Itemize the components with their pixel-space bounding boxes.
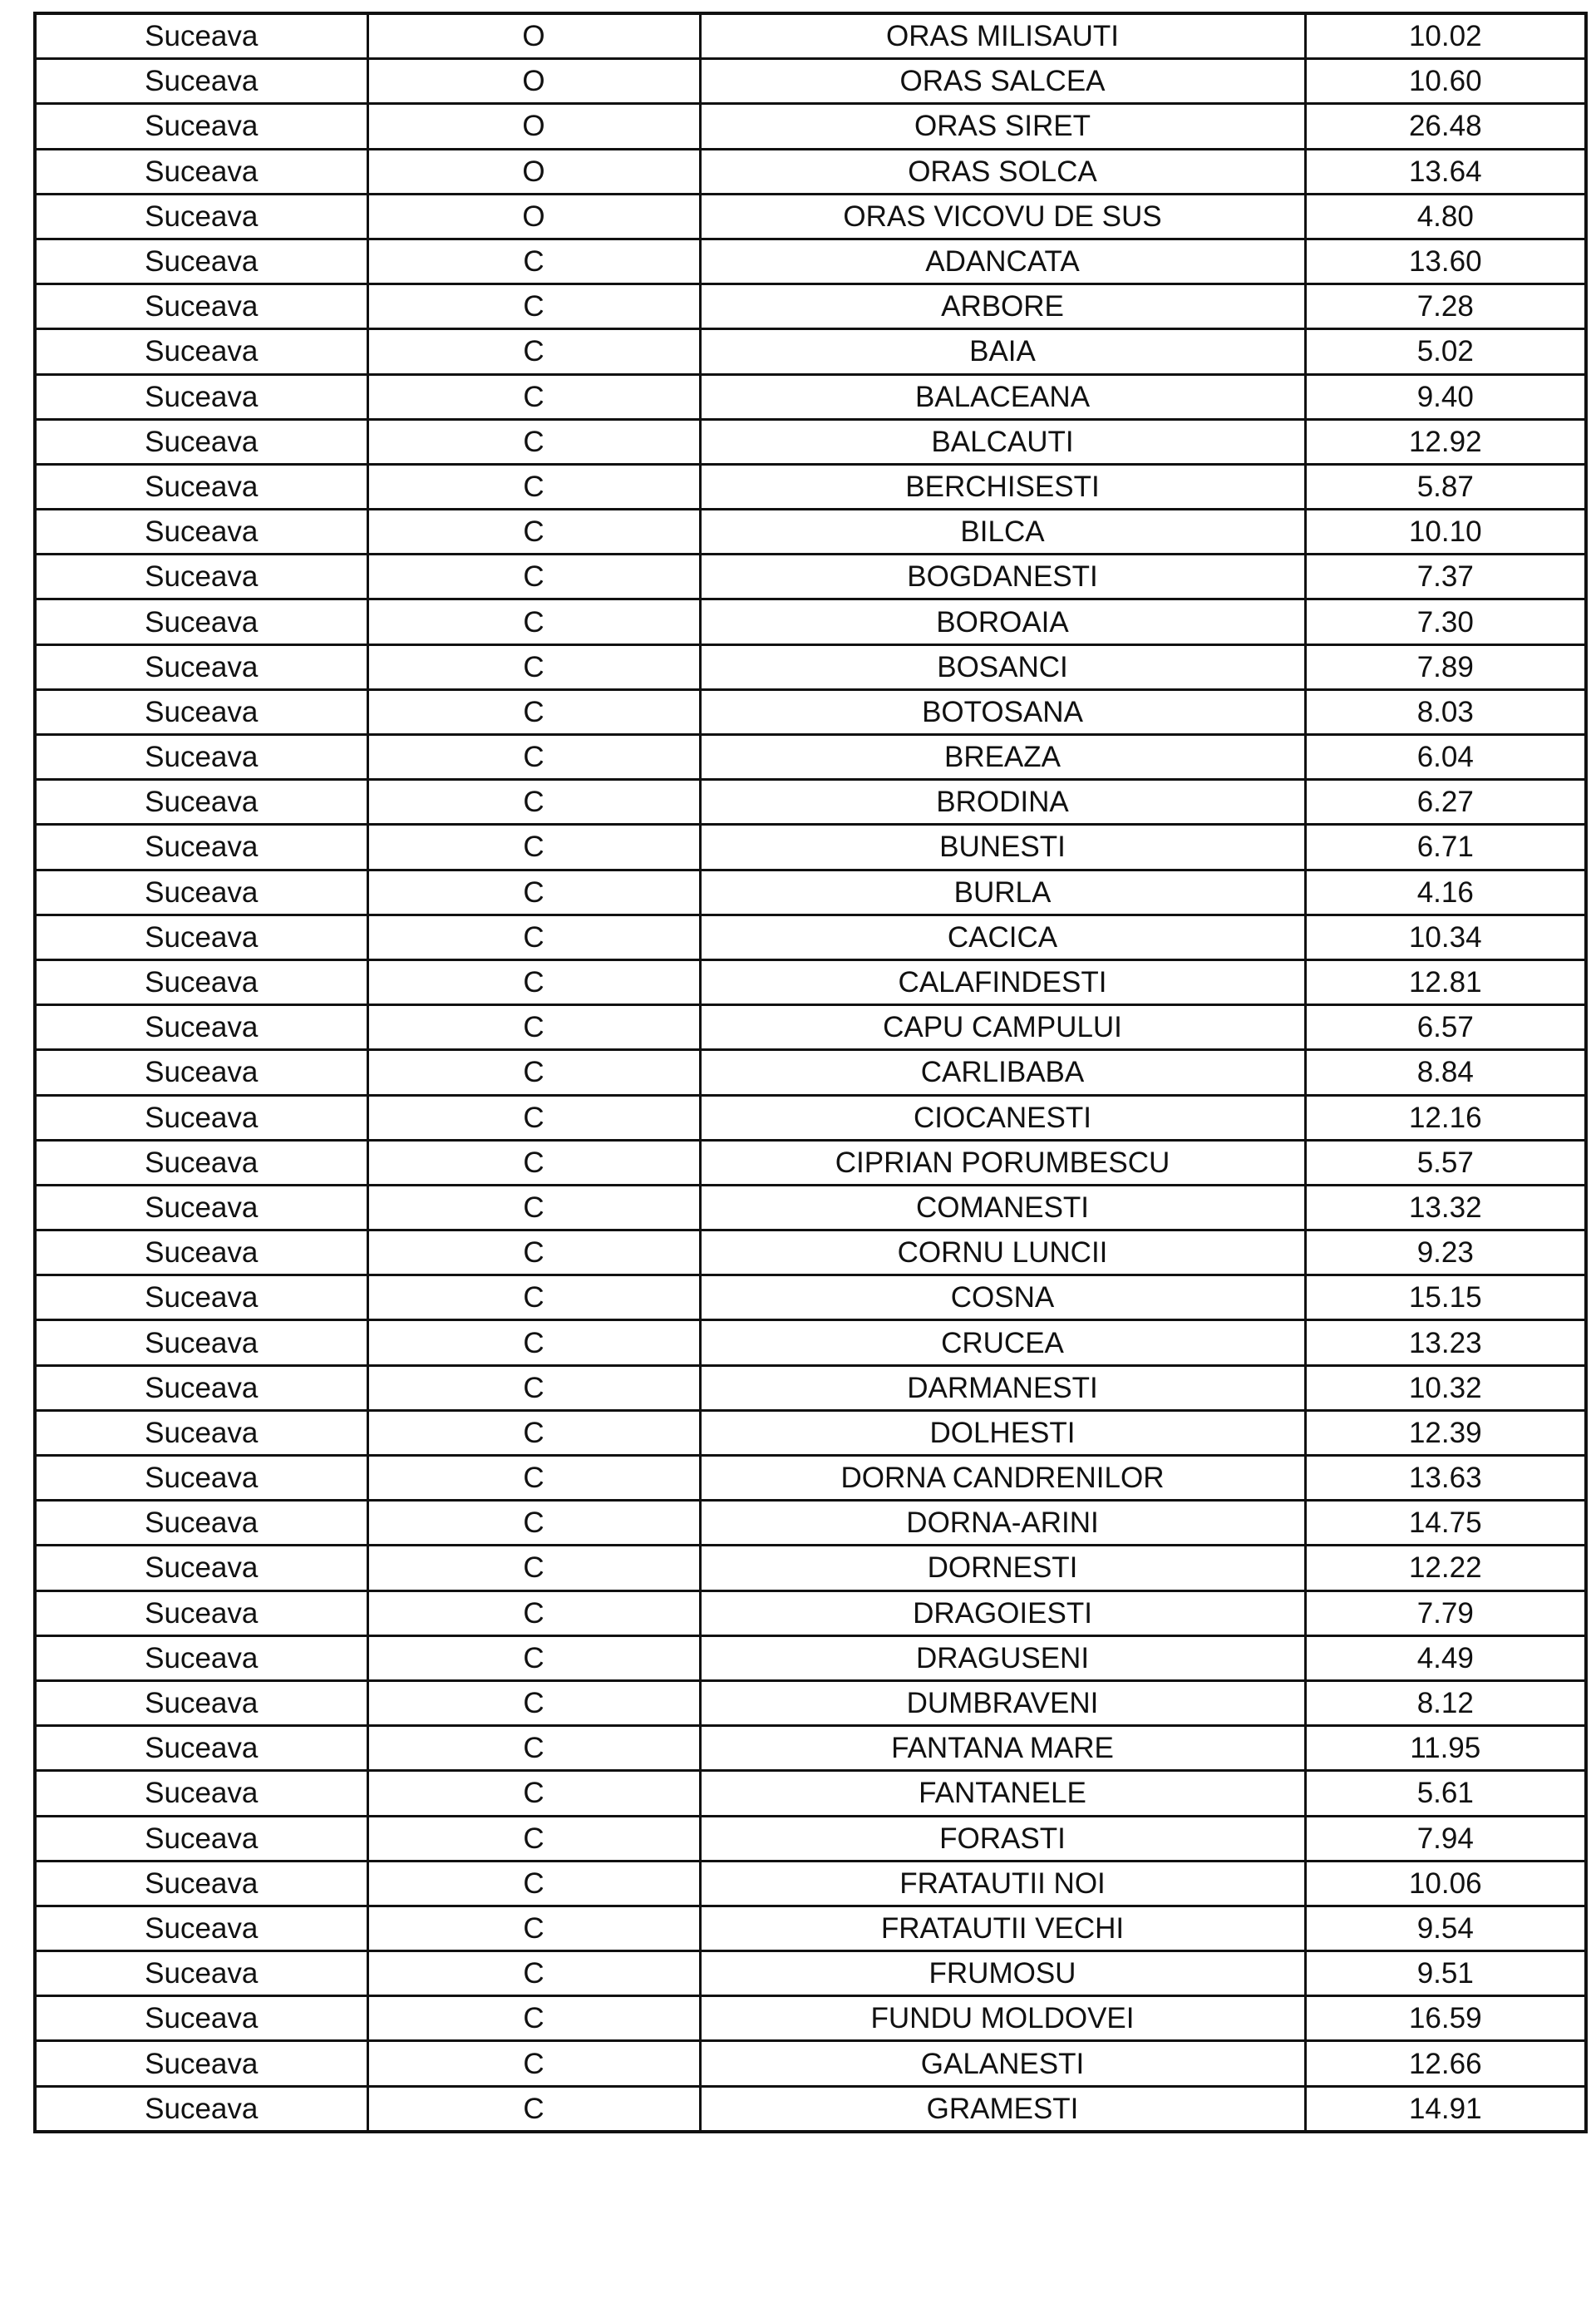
type-cell: C bbox=[367, 1050, 700, 1095]
county-cell: Suceava bbox=[35, 59, 367, 104]
locality-cell: ORAS VICOVU DE SUS bbox=[700, 194, 1305, 239]
locality-cell: DORNA CANDRENILOR bbox=[700, 1456, 1305, 1501]
county-cell: Suceava bbox=[35, 959, 367, 1004]
table-row bbox=[35, 959, 1586, 1004]
county-cell: Suceava bbox=[35, 1546, 367, 1590]
county-cell: Suceava bbox=[35, 2086, 367, 2132]
type-cell: C bbox=[367, 1095, 700, 1140]
value-cell: 7.94 bbox=[1305, 1816, 1586, 1861]
locality-cell: BUNESTI bbox=[700, 825, 1305, 870]
type-cell: C bbox=[367, 1590, 700, 1635]
table-row bbox=[35, 1275, 1586, 1320]
table-row bbox=[35, 1230, 1586, 1275]
county-cell: Suceava bbox=[35, 1906, 367, 1950]
type-cell: C bbox=[367, 1005, 700, 1050]
table-row bbox=[35, 1996, 1586, 2041]
county-cell: Suceava bbox=[35, 689, 367, 734]
table-row bbox=[35, 194, 1586, 239]
type-cell: C bbox=[367, 1185, 700, 1230]
locality-cell: GALANESTI bbox=[700, 2041, 1305, 2086]
table-row bbox=[35, 2041, 1586, 2086]
type-cell: C bbox=[367, 1410, 700, 1455]
county-cell: Suceava bbox=[35, 13, 367, 59]
table-row bbox=[35, 329, 1586, 374]
locality-cell: CACICA bbox=[700, 915, 1305, 959]
locality-cell: CORNU LUNCII bbox=[700, 1230, 1305, 1275]
locality-cell: FORASTI bbox=[700, 1816, 1305, 1861]
table-row bbox=[35, 599, 1586, 644]
type-cell: C bbox=[367, 1726, 700, 1771]
value-cell: 7.37 bbox=[1305, 555, 1586, 599]
value-cell: 11.95 bbox=[1305, 1726, 1586, 1771]
table-row bbox=[35, 1095, 1586, 1140]
table-row bbox=[35, 1816, 1586, 1861]
value-cell: 13.23 bbox=[1305, 1320, 1586, 1365]
value-cell: 12.92 bbox=[1305, 419, 1586, 464]
table-row bbox=[35, 1005, 1586, 1050]
type-cell: C bbox=[367, 555, 700, 599]
type-cell: C bbox=[367, 1365, 700, 1410]
county-cell: Suceava bbox=[35, 780, 367, 825]
type-cell: O bbox=[367, 13, 700, 59]
county-cell: Suceava bbox=[35, 1050, 367, 1095]
table-row bbox=[35, 510, 1586, 555]
county-cell: Suceava bbox=[35, 1590, 367, 1635]
table-row bbox=[35, 1546, 1586, 1590]
county-cell: Suceava bbox=[35, 1365, 367, 1410]
locality-cell: ADANCATA bbox=[700, 239, 1305, 284]
type-cell: C bbox=[367, 599, 700, 644]
county-cell: Suceava bbox=[35, 1771, 367, 1816]
value-cell: 14.75 bbox=[1305, 1501, 1586, 1546]
county-cell: Suceava bbox=[35, 644, 367, 689]
locality-cell: ARBORE bbox=[700, 284, 1305, 329]
value-cell: 5.87 bbox=[1305, 464, 1586, 509]
type-cell: C bbox=[367, 2086, 700, 2132]
county-cell: Suceava bbox=[35, 284, 367, 329]
value-cell: 13.64 bbox=[1305, 149, 1586, 194]
county-cell: Suceava bbox=[35, 870, 367, 915]
locality-cell: DORNESTI bbox=[700, 1546, 1305, 1590]
locality-cell: FANTANELE bbox=[700, 1771, 1305, 1816]
table-row bbox=[35, 1050, 1586, 1095]
county-cell: Suceava bbox=[35, 1726, 367, 1771]
type-cell: C bbox=[367, 1906, 700, 1950]
table-row bbox=[35, 825, 1586, 870]
value-cell: 12.22 bbox=[1305, 1546, 1586, 1590]
value-cell: 15.15 bbox=[1305, 1275, 1586, 1320]
county-cell: Suceava bbox=[35, 464, 367, 509]
locality-cell: FRUMOSU bbox=[700, 1951, 1305, 1996]
value-cell: 26.48 bbox=[1305, 104, 1586, 149]
value-cell: 12.81 bbox=[1305, 959, 1586, 1004]
table-row bbox=[35, 374, 1586, 419]
value-cell: 13.60 bbox=[1305, 239, 1586, 284]
county-cell: Suceava bbox=[35, 1230, 367, 1275]
table-row bbox=[35, 2086, 1586, 2132]
county-cell: Suceava bbox=[35, 1456, 367, 1501]
table-row bbox=[35, 1185, 1586, 1230]
locality-cell: BOTOSANA bbox=[700, 689, 1305, 734]
value-cell: 9.23 bbox=[1305, 1230, 1586, 1275]
value-cell: 9.54 bbox=[1305, 1906, 1586, 1950]
value-cell: 6.57 bbox=[1305, 1005, 1586, 1050]
locality-cell: CRUCEA bbox=[700, 1320, 1305, 1365]
table-row bbox=[35, 1410, 1586, 1455]
value-cell: 12.16 bbox=[1305, 1095, 1586, 1140]
locality-cell: BAIA bbox=[700, 329, 1305, 374]
county-cell: Suceava bbox=[35, 1501, 367, 1546]
type-cell: C bbox=[367, 1861, 700, 1906]
table-row bbox=[35, 13, 1586, 59]
locality-cell: BREAZA bbox=[700, 735, 1305, 780]
county-cell: Suceava bbox=[35, 149, 367, 194]
table-row bbox=[35, 1861, 1586, 1906]
county-cell: Suceava bbox=[35, 419, 367, 464]
locality-cell: DUMBRAVENI bbox=[700, 1680, 1305, 1725]
locality-cell: COSNA bbox=[700, 1275, 1305, 1320]
value-cell: 10.34 bbox=[1305, 915, 1586, 959]
value-cell: 7.79 bbox=[1305, 1590, 1586, 1635]
county-cell: Suceava bbox=[35, 1005, 367, 1050]
locality-cell: BRODINA bbox=[700, 780, 1305, 825]
type-cell: C bbox=[367, 1680, 700, 1725]
value-cell: 4.80 bbox=[1305, 194, 1586, 239]
table-row bbox=[35, 689, 1586, 734]
locality-cell: DARMANESTI bbox=[700, 1365, 1305, 1410]
table-row bbox=[35, 1501, 1586, 1546]
county-cell: Suceava bbox=[35, 1185, 367, 1230]
county-cell: Suceava bbox=[35, 1861, 367, 1906]
value-cell: 9.40 bbox=[1305, 374, 1586, 419]
value-cell: 4.49 bbox=[1305, 1635, 1586, 1680]
county-cell: Suceava bbox=[35, 1275, 367, 1320]
table-row bbox=[35, 464, 1586, 509]
table-row bbox=[35, 555, 1586, 599]
county-cell: Suceava bbox=[35, 1140, 367, 1185]
value-cell: 5.02 bbox=[1305, 329, 1586, 374]
county-cell: Suceava bbox=[35, 104, 367, 149]
locality-cell: BILCA bbox=[700, 510, 1305, 555]
value-cell: 4.16 bbox=[1305, 870, 1586, 915]
table-row bbox=[35, 239, 1586, 284]
value-cell: 7.89 bbox=[1305, 644, 1586, 689]
value-cell: 10.60 bbox=[1305, 59, 1586, 104]
value-cell: 10.10 bbox=[1305, 510, 1586, 555]
type-cell: C bbox=[367, 644, 700, 689]
type-cell: C bbox=[367, 374, 700, 419]
locality-cell: BOROAIA bbox=[700, 599, 1305, 644]
table-row bbox=[35, 104, 1586, 149]
county-cell: Suceava bbox=[35, 1410, 367, 1455]
value-cell: 13.63 bbox=[1305, 1456, 1586, 1501]
county-cell: Suceava bbox=[35, 1996, 367, 2041]
locality-cell: BALACEANA bbox=[700, 374, 1305, 419]
county-cell: Suceava bbox=[35, 194, 367, 239]
table-row bbox=[35, 1590, 1586, 1635]
locality-cell: FANTANA MARE bbox=[700, 1726, 1305, 1771]
county-cell: Suceava bbox=[35, 374, 367, 419]
table-row bbox=[35, 419, 1586, 464]
locality-cell: BERCHISESTI bbox=[700, 464, 1305, 509]
county-cell: Suceava bbox=[35, 239, 367, 284]
type-cell: C bbox=[367, 329, 700, 374]
value-cell: 10.02 bbox=[1305, 13, 1586, 59]
type-cell: C bbox=[367, 1140, 700, 1185]
type-cell: O bbox=[367, 149, 700, 194]
value-cell: 5.57 bbox=[1305, 1140, 1586, 1185]
type-cell: C bbox=[367, 1816, 700, 1861]
type-cell: C bbox=[367, 2041, 700, 2086]
locality-cell: ORAS SOLCA bbox=[700, 149, 1305, 194]
locality-cell: BURLA bbox=[700, 870, 1305, 915]
county-cell: Suceava bbox=[35, 1095, 367, 1140]
table-row bbox=[35, 915, 1586, 959]
locality-cell: COMANESTI bbox=[700, 1185, 1305, 1230]
type-cell: C bbox=[367, 1501, 700, 1546]
type-cell: O bbox=[367, 59, 700, 104]
county-cell: Suceava bbox=[35, 1680, 367, 1725]
county-cell: Suceava bbox=[35, 1816, 367, 1861]
locality-cell: FUNDU MOLDOVEI bbox=[700, 1996, 1305, 2041]
table-row bbox=[35, 1635, 1586, 1680]
locality-cell: CAPU CAMPULUI bbox=[700, 1005, 1305, 1050]
locality-cell: FRATAUTII VECHI bbox=[700, 1906, 1305, 1950]
table-row bbox=[35, 1726, 1586, 1771]
county-cell: Suceava bbox=[35, 510, 367, 555]
county-cell: Suceava bbox=[35, 825, 367, 870]
type-cell: O bbox=[367, 104, 700, 149]
locality-cell: ORAS SALCEA bbox=[700, 59, 1305, 104]
locality-cell: BOSANCI bbox=[700, 644, 1305, 689]
table-row bbox=[35, 870, 1586, 915]
value-cell: 5.61 bbox=[1305, 1771, 1586, 1816]
type-cell: C bbox=[367, 1771, 700, 1816]
type-cell: C bbox=[367, 780, 700, 825]
county-cell: Suceava bbox=[35, 735, 367, 780]
value-cell: 8.03 bbox=[1305, 689, 1586, 734]
locality-cell: BALCAUTI bbox=[700, 419, 1305, 464]
type-cell: C bbox=[367, 510, 700, 555]
locality-cell: DORNA-ARINI bbox=[700, 1501, 1305, 1546]
locality-cell: CIPRIAN PORUMBESCU bbox=[700, 1140, 1305, 1185]
type-cell: C bbox=[367, 689, 700, 734]
locality-cell: DRAGOIESTI bbox=[700, 1590, 1305, 1635]
type-cell: C bbox=[367, 915, 700, 959]
type-cell: C bbox=[367, 464, 700, 509]
type-cell: C bbox=[367, 870, 700, 915]
table-row bbox=[35, 1365, 1586, 1410]
value-cell: 8.12 bbox=[1305, 1680, 1586, 1725]
table-row bbox=[35, 1680, 1586, 1725]
data-table bbox=[33, 12, 1588, 2133]
type-cell: C bbox=[367, 959, 700, 1004]
county-cell: Suceava bbox=[35, 329, 367, 374]
table-row bbox=[35, 780, 1586, 825]
type-cell: C bbox=[367, 1320, 700, 1365]
county-cell: Suceava bbox=[35, 599, 367, 644]
table-row bbox=[35, 1906, 1586, 1950]
type-cell: C bbox=[367, 1275, 700, 1320]
locality-cell: DOLHESTI bbox=[700, 1410, 1305, 1455]
county-cell: Suceava bbox=[35, 915, 367, 959]
type-cell: C bbox=[367, 825, 700, 870]
table-row bbox=[35, 735, 1586, 780]
value-cell: 6.71 bbox=[1305, 825, 1586, 870]
table-row bbox=[35, 1456, 1586, 1501]
locality-cell: ORAS SIRET bbox=[700, 104, 1305, 149]
county-cell: Suceava bbox=[35, 1320, 367, 1365]
value-cell: 6.27 bbox=[1305, 780, 1586, 825]
value-cell: 10.06 bbox=[1305, 1861, 1586, 1906]
value-cell: 14.91 bbox=[1305, 2086, 1586, 2132]
table-row bbox=[35, 1320, 1586, 1365]
locality-cell: GRAMESTI bbox=[700, 2086, 1305, 2132]
type-cell: C bbox=[367, 1996, 700, 2041]
locality-cell: DRAGUSENI bbox=[700, 1635, 1305, 1680]
locality-cell: CIOCANESTI bbox=[700, 1095, 1305, 1140]
value-cell: 10.32 bbox=[1305, 1365, 1586, 1410]
table-row bbox=[35, 644, 1586, 689]
value-cell: 12.66 bbox=[1305, 2041, 1586, 2086]
locality-cell: FRATAUTII NOI bbox=[700, 1861, 1305, 1906]
table-row bbox=[35, 149, 1586, 194]
locality-cell: CARLIBABA bbox=[700, 1050, 1305, 1095]
table-row bbox=[35, 1140, 1586, 1185]
table-body bbox=[35, 13, 1586, 2132]
value-cell: 6.04 bbox=[1305, 735, 1586, 780]
type-cell: C bbox=[367, 1456, 700, 1501]
type-cell: C bbox=[367, 239, 700, 284]
value-cell: 16.59 bbox=[1305, 1996, 1586, 2041]
county-cell: Suceava bbox=[35, 2041, 367, 2086]
value-cell: 7.28 bbox=[1305, 284, 1586, 329]
type-cell: C bbox=[367, 1230, 700, 1275]
type-cell: O bbox=[367, 194, 700, 239]
value-cell: 13.32 bbox=[1305, 1185, 1586, 1230]
type-cell: C bbox=[367, 419, 700, 464]
locality-cell: BOGDANESTI bbox=[700, 555, 1305, 599]
value-cell: 9.51 bbox=[1305, 1951, 1586, 1996]
county-cell: Suceava bbox=[35, 1635, 367, 1680]
table-row bbox=[35, 1951, 1586, 1996]
value-cell: 7.30 bbox=[1305, 599, 1586, 644]
type-cell: C bbox=[367, 1635, 700, 1680]
table-row bbox=[35, 59, 1586, 104]
locality-cell: CALAFINDESTI bbox=[700, 959, 1305, 1004]
type-cell: C bbox=[367, 1546, 700, 1590]
county-cell: Suceava bbox=[35, 1951, 367, 1996]
type-cell: C bbox=[367, 284, 700, 329]
county-cell: Suceava bbox=[35, 555, 367, 599]
type-cell: C bbox=[367, 1951, 700, 1996]
locality-cell: ORAS MILISAUTI bbox=[700, 13, 1305, 59]
type-cell: C bbox=[367, 735, 700, 780]
table-row bbox=[35, 284, 1586, 329]
value-cell: 12.39 bbox=[1305, 1410, 1586, 1455]
value-cell: 8.84 bbox=[1305, 1050, 1586, 1095]
table-row bbox=[35, 1771, 1586, 1816]
